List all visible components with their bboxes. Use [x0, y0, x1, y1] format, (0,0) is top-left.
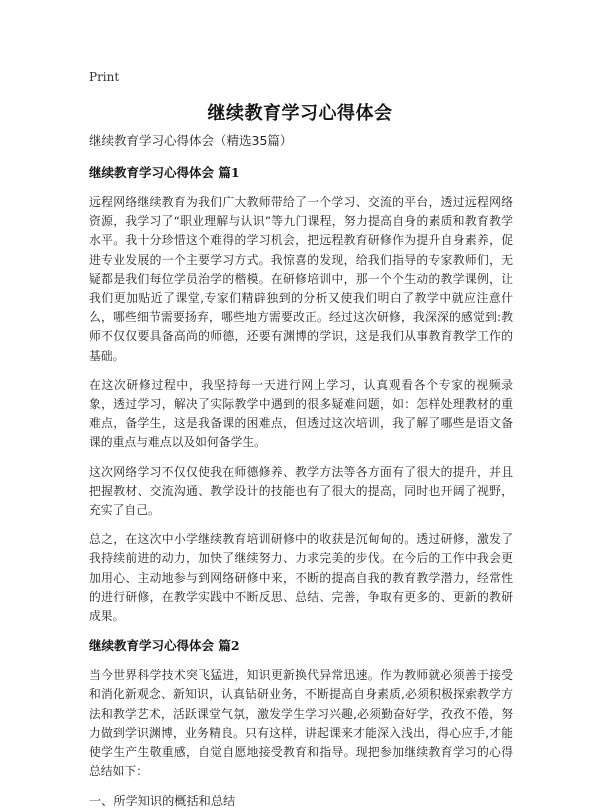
- print-link[interactable]: Print: [89, 70, 120, 84]
- document-subtitle: 继续教育学习心得体会（精选35篇）: [89, 133, 293, 148]
- paragraph: 这次网络学习不仅仅使我在师德修养、教学方法等各方面有了很大的提升，并且把握教材、交流沟通、教学设计的技能也有了很大的提高，同时也开阔了视野，充实了自己。: [89, 464, 513, 518]
- document-body: [89, 131, 513, 811]
- page-title: 继续教育学习心得体会: [207, 103, 393, 124]
- paragraph: 总之，在这次中小学继续教育培训研修中的收获是沉甸甸的。透过研修，激发了我持续前进的动力，加快了继续努力、力求完美的步伐。在今后的工作中我会更加用心、主动地参与到网络研修中来，不断的提高自我的教育教学潜力，经常性的进行研修，在教学实践中不断反思、总结、完善，争取有更多的、更新的教研成果。: [89, 532, 513, 624]
- list-heading: 一、所学知识的概括和总结: [89, 794, 236, 809]
- paragraph: 当今世界科学技术突飞猛进，知识更新换代异常迅速。作为教师就必须善于接受和消化新观念、新知识，认真钻研业务，不断提高自身素质,必须积极探索教学方法和教学艺术，活跃课堂气氛，激发学生学习兴趣,必须勤奋好学，孜孜不倦，努力做到学识渊博，业务精良。只有这样，讲起课来才能深入浅出，得心应手,才能使学生产生敬重感，自觉自愿地接受教育和指导。现把参加继续教育学习的心得总结如下：: [89, 668, 513, 779]
- section-heading-2: 继续教育学习心得体会 篇2: [89, 638, 240, 654]
- paragraph: 远程网络继续教育为我们广大教师带给了一个学习、交流的平台，透过远程网络资源，我学习了“职业理解与认识”等九门课程，努力提高自身的素质和教育教学水平。我十分珍惜这个难得的学习机会，把远程教育研修作为提升自身素养，促进专业发展的一个主要学习方式。我惊喜的发现，给我们指导的专家教师们，无疑都是我们每位学员治学的楷模。在研修培训中，那一个个生动的教学课例，让我们更加贴近了课堂,专家们精辟独到的分析又使我们明白了教学中就应注意什么，哪些细节需要扬弃，哪些地方需要改正。经过这次研修，我深深的感觉到:教师不仅仅要具备高尚的师德，还要有渊博的学识，这是我们从事教育教学工作的基础。: [89, 195, 513, 363]
- paragraph: 在这次研修过程中，我坚持每一天进行网上学习，认真观看各个专家的视频录象，透过学习，解决了实际教学中遇到的很多疑难问题，如：怎样处理教材的重难点，备学生，这是我备课的困难点，但透过这次培训，我了解了哪些是语文备课的重点与难点以及如何备学生。: [89, 377, 513, 450]
- section-heading-1: 继续教育学习心得体会 篇1: [89, 165, 240, 180]
